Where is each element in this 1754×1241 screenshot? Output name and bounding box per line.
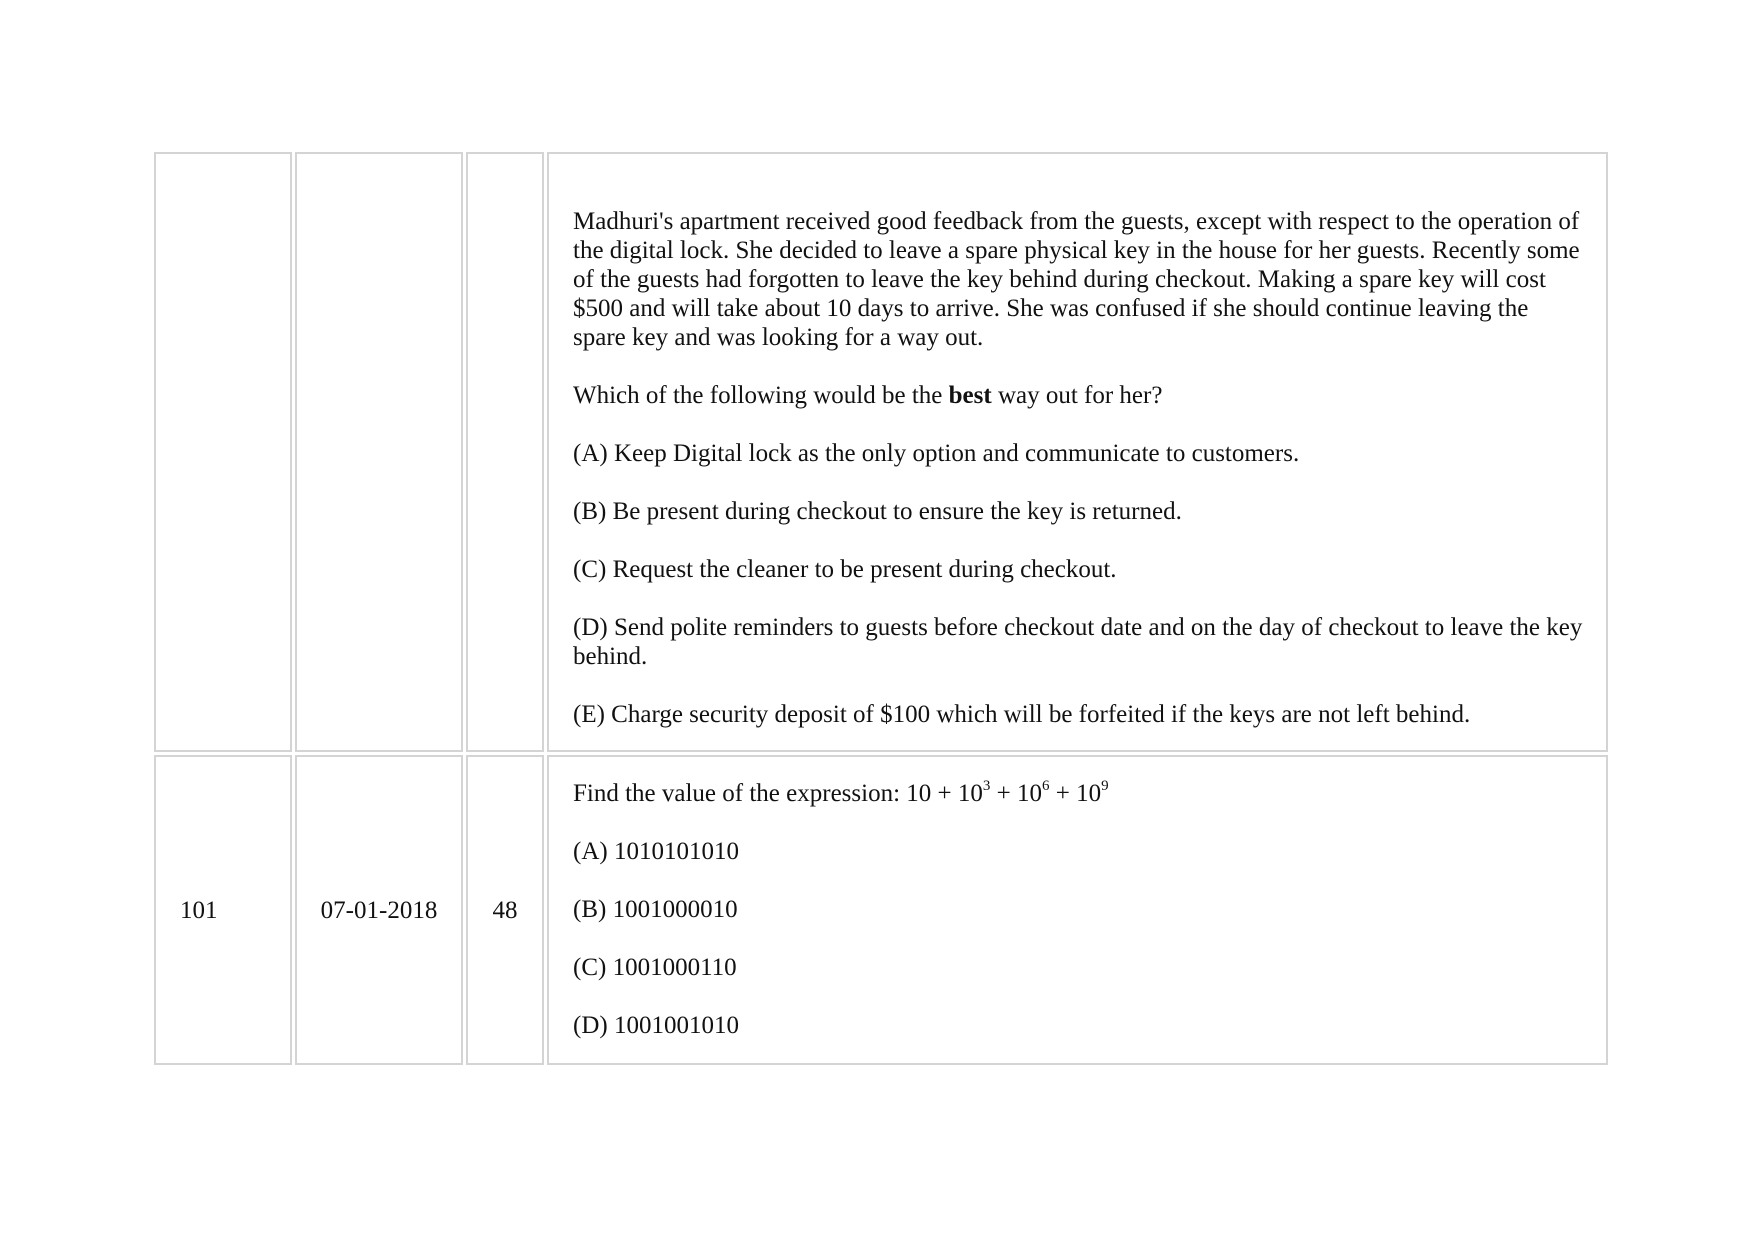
row2-number: 48 [492,896,518,924]
exponent-1: 3 [982,777,991,794]
row1-date-cell [295,152,463,752]
row1-question-cell [547,152,1608,752]
question-passage: Madhuri's apartment received good feedback from the guests, except with respect to the operation of the digital lock. She decided to leave a spare physical key in the house for her guests. Recently some of the guests had forgotten to leave the key behind during checkout. Making a spare key will cost $500 and will take about 10 days to arrive. She was confused if she should continue leaving the spare key and was looking for a way out. [573,208,1580,351]
option-e: (E) Charge security deposit of $100 which will be forfeited if the keys are not left behind. [573,701,1471,728]
question-prompt [573,381,1584,410]
expression-term-3: + 10 [1049,780,1102,807]
row2-date: 07-01-2018 [320,896,438,924]
question-prompt-start: Which of the following would be the [573,382,949,409]
exponent-3: 9 [1101,777,1109,794]
expression-prompt [573,779,1584,808]
row1-number-cell [466,152,544,752]
option-b: (B) 1001000010 [573,896,738,923]
option-a: (A) Keep Digital lock as the only option and communicate to customers. [573,440,1300,467]
row2-id-cell [154,755,292,1065]
expression-text: Find the value of the expression: 10 + 10 [573,780,983,807]
row1-id-cell [154,152,292,752]
option-b: (B) Be present during checkout to ensure the key is returned. [573,498,1182,525]
row2-question-cell [547,755,1608,1065]
question-prompt-end: way out for her? [991,382,1163,409]
option-d: (D) Send polite reminders to guests before checkout date and on the day of checkout to leave the key behind. [573,614,1583,670]
option-c: (C) 1001000110 [573,954,737,981]
question-prompt-emphasis: best [948,382,992,409]
row2-id: 101 [180,896,218,924]
exponent-2: 6 [1041,777,1050,794]
option-d: (D) 1001001010 [573,1012,739,1039]
row2-number-cell [466,755,544,1065]
option-a: (A) 1010101010 [573,838,739,865]
expression-term-2: + 10 [990,780,1042,807]
option-c: (C) Request the cleaner to be present during checkout. [573,556,1117,583]
row2-date-cell [295,755,463,1065]
